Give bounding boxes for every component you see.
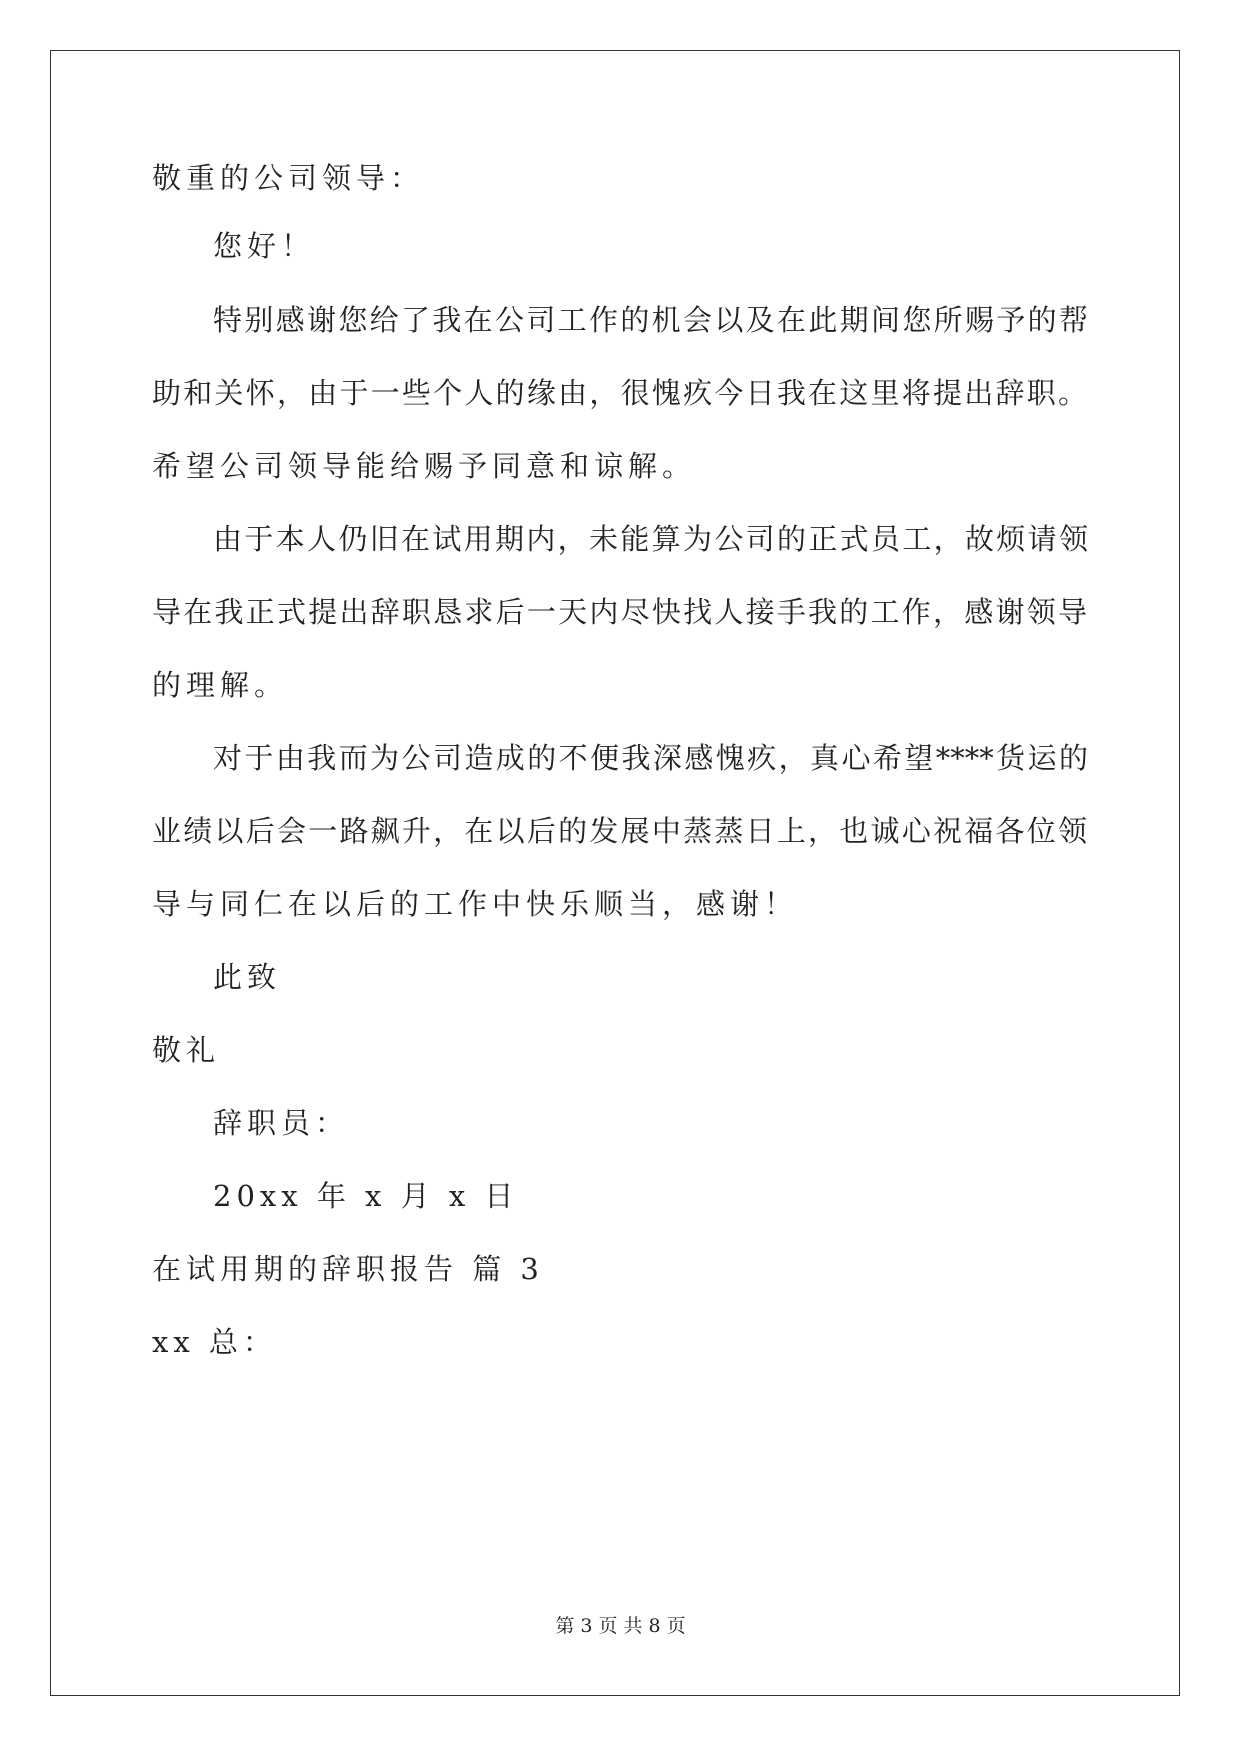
- signature-label: 辞职员：: [213, 1106, 350, 1140]
- paragraph-3-line-3: 导与同仁在以后的工作中快乐顺当，感谢！: [152, 887, 799, 921]
- closing-salute: 敬礼: [152, 1033, 221, 1067]
- paragraph-3-line-2: 业绩以后会一路飙升，在以后的发展中蒸蒸日上，也诚心祝福各位领: [152, 814, 1087, 848]
- greeting: 您好！: [213, 229, 316, 263]
- section-heading: 在试用期的辞职报告 篇 3: [152, 1252, 544, 1286]
- next-salutation: xx 总：: [152, 1325, 277, 1359]
- salutation: 敬重的公司领导：: [152, 161, 425, 195]
- date-line: 20xx 年 x 月 x 日: [213, 1179, 519, 1213]
- closing-phrase: 此致: [213, 960, 282, 994]
- page-number-footer: 第 3 页 共 8 页: [555, 1615, 686, 1637]
- page-frame: [50, 50, 1180, 1696]
- paragraph-2-line-3: 的理解。: [152, 668, 289, 702]
- paragraph-1-line-1: 特别感谢您给了我在公司工作的机会以及在此期间您所赐予的帮: [213, 303, 1088, 337]
- paragraph-1-line-2: 助和关怀，由于一些个人的缘由，很愧疚今日我在这里将提出辞职。: [152, 376, 1087, 410]
- paragraph-3-line-1: 对于由我而为公司造成的不便我深感愧疚，真心希望****货运的: [213, 741, 1088, 775]
- paragraph-2-line-2: 导在我正式提出辞职恳求后一天内尽快找人接手我的工作，感谢领导: [152, 595, 1087, 629]
- paragraph-2-line-1: 由于本人仍旧在试用期内，未能算为公司的正式员工，故烦请领: [213, 522, 1088, 556]
- paragraph-1-line-3: 希望公司领导能给赐予同意和谅解。: [152, 449, 697, 483]
